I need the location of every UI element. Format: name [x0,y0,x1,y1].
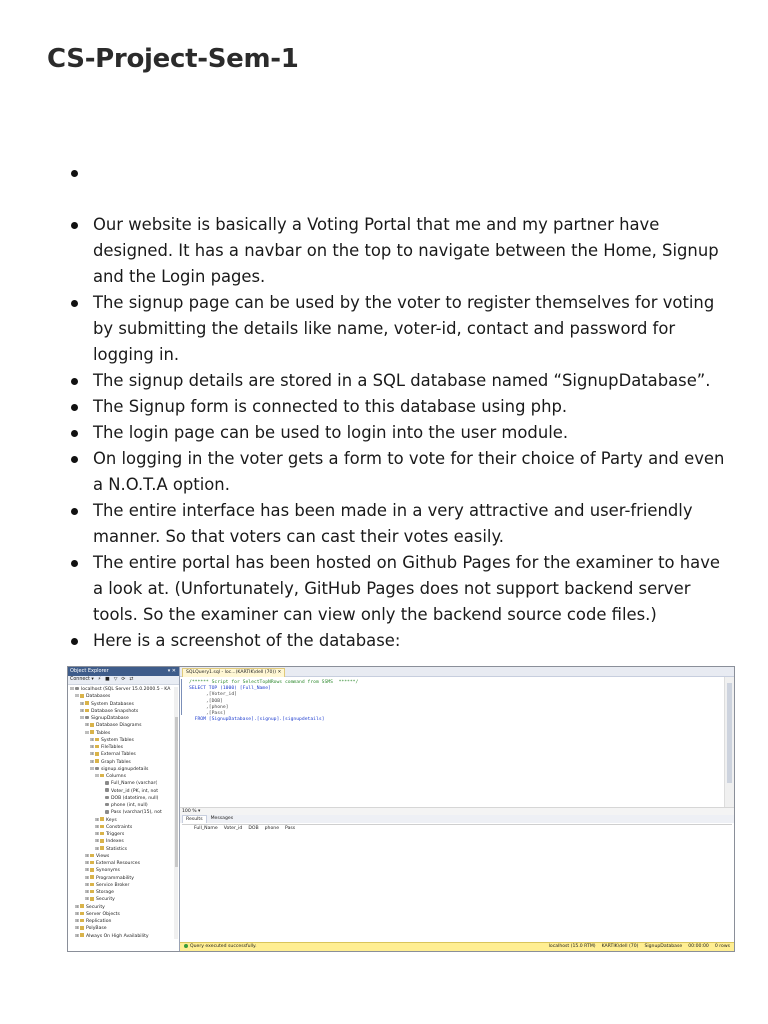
database-icon [105,810,109,814]
tree-node-label: Views [96,853,110,859]
tree-node-label: Triggers [106,832,125,837]
expand-toggle-icon[interactable]: ⊞ [80,708,84,714]
code-line: FROM [SignupDatabase].[signup].[signupdetails] [189,717,325,723]
tree-node-label: Database Snapshots [91,708,139,714]
page-title: CS-Project-Sem-1 [47,44,299,74]
tree-node-label: SignupDatabase [91,716,129,721]
database-icon [105,803,109,807]
tree-node-label: phone (int, null) [111,803,148,808]
tree-node-label: Storage [96,890,114,895]
tree-node[interactable] [68,759,179,766]
sql-editor[interactable] [180,677,725,807]
tree-node-label: signup.signupdetails [101,766,149,772]
expand-toggle-icon[interactable]: ⊞ [95,824,99,830]
expand-toggle-icon[interactable]: ⊟ [85,730,89,736]
tree-node[interactable] [68,737,179,744]
status-info-item: SignupDatabase [644,944,683,949]
folder-icon [100,774,104,778]
tree-node[interactable] [68,889,179,896]
tree-node[interactable] [68,875,179,882]
expand-toggle-icon[interactable]: ⊞ [85,890,89,895]
tree-node[interactable] [68,896,179,903]
expand-toggle-icon[interactable]: ⊟ [70,687,74,692]
object-explorer-scrollbar[interactable] [174,687,178,939]
expand-toggle-icon[interactable]: ⊞ [75,919,79,924]
tree-node-label: Statistics [106,846,127,852]
tree-node[interactable] [68,809,179,816]
folder-icon [100,825,104,829]
expand-toggle-icon[interactable]: ⊞ [85,853,89,859]
folder-icon [80,926,84,930]
folder-icon [95,752,99,756]
toolbar-button[interactable]: ⚡ [97,677,102,682]
folder-icon [80,904,84,908]
tree-node-label: PolyBase [86,926,107,932]
expand-toggle-icon[interactable]: ⊞ [95,846,99,852]
zoom-label: 100 % [182,809,197,814]
tree-node[interactable] [68,715,179,722]
tree-node[interactable] [68,831,179,838]
expand-toggle-icon[interactable]: ⊞ [85,875,89,881]
tree-node-label: Security [96,897,115,903]
tree-node-label: Databases [86,694,111,700]
database-icon [85,716,89,720]
results-tab-bar [180,815,734,823]
expand-toggle-icon[interactable]: ⊟ [95,774,99,779]
toolbar-button[interactable]: ⟳ [121,677,126,682]
folder-icon [90,868,94,872]
expand-toggle-icon[interactable]: ⊞ [95,839,99,845]
database-icon [105,796,109,800]
folder-icon [90,730,94,734]
tree-node[interactable] [68,918,179,925]
object-explorer-toolbar [68,676,179,685]
code-line: /****** Script for SelectTopNRows command from SSMS ******/ [189,680,359,685]
code-line: ,[DOB] [189,698,223,704]
object-explorer-title: Object Explorer [70,668,109,674]
toolbar-button[interactable]: ■ [105,677,110,682]
folder-icon [90,861,94,865]
tree-node-label: External Resources [96,861,140,866]
tree-node-label: Pass (varchar(15), not [111,810,162,816]
toolbar-button[interactable]: ▽ [113,677,118,682]
tree-node-label: Keys [106,817,117,823]
database-icon [105,781,109,785]
status-info-item: localhost (15.0 RTM) [548,944,596,949]
expand-toggle-icon[interactable]: ⊞ [75,933,79,939]
expand-toggle-icon[interactable]: ⊟ [75,694,79,700]
tree-node-label: Constraints [106,824,133,830]
tree-node-label: Graph Tables [101,759,131,765]
expand-toggle-icon[interactable]: ⊞ [85,868,89,874]
collapse-indicator [181,679,185,715]
folder-icon [85,701,89,705]
folder-icon [100,846,104,850]
tree-node-label: Replication [86,919,112,924]
editor-scrollbar[interactable] [724,677,734,807]
tree-node[interactable] [68,701,179,708]
column-header[interactable]: Voter_id [223,826,243,831]
tree-node[interactable] [68,722,179,729]
expand-toggle-icon[interactable]: ⊞ [85,882,89,888]
object-explorer-panel [68,667,180,951]
folder-icon [80,933,84,937]
tree-node-label: Server Objects [86,911,120,917]
column-header[interactable]: phone [264,826,280,831]
list-item: The entire portal has been hosted on Github Pages for the examiner to have a look at. (Unfortunately, GitHub Pages does not support backend server tools. So the examiner can view only the backend source code files.) [70,550,730,628]
tree-node[interactable] [68,686,179,693]
status-bar [180,942,734,951]
results-grid [182,824,732,935]
folder-icon [90,723,94,727]
tree-node-label: Tables [96,730,111,736]
status-info [549,943,730,951]
expand-toggle-icon[interactable]: ⊞ [95,832,99,837]
tree-node[interactable] [68,751,179,758]
results-grid-header [182,825,732,832]
expand-toggle-icon[interactable]: ⊞ [75,911,79,917]
tree-node[interactable] [68,730,179,737]
tree-node-label: Database Diagrams [96,723,142,729]
expand-toggle-icon[interactable]: ⊞ [90,752,94,758]
expand-toggle-icon[interactable]: ⊞ [85,861,89,866]
expand-toggle-icon[interactable]: ⊞ [75,926,79,932]
tree-node[interactable] [68,788,179,795]
tree-node[interactable] [68,802,179,809]
status-info-item: 0 rows [714,944,730,949]
list-item: The signup details are stored in a SQL database named “SignupDatabase”. [70,368,730,394]
folder-icon [90,883,94,887]
tree-node[interactable] [68,708,179,715]
list-item: The Signup form is connected to this database using php. [70,394,730,420]
tree-node-label: Voter_id (PK, int, not [111,788,158,794]
folder-icon [100,832,104,836]
folder-icon [95,738,99,742]
code-line: SELECT TOP (1000) [Full_Name] [189,686,271,692]
toolbar-button[interactable]: Connect ▾ [70,677,94,682]
list-item: The signup page can be used by the voter to register themselves for voting by submitting the details like name, voter-id, contact and password for logging in. [70,290,730,368]
tree-node[interactable] [68,773,179,780]
folder-icon [100,817,104,821]
tree-node-label: DOB (datetime, null) [111,795,159,801]
database-icon [75,687,79,691]
tree-node[interactable] [68,817,179,824]
tree-node[interactable] [68,846,179,853]
success-icon [184,944,188,948]
folder-icon [95,745,99,749]
folder-icon [80,919,84,923]
list-item: Here is a screenshot of the database: [70,628,730,654]
code-line: ,[phone] [189,704,229,710]
column-header[interactable]: Full_Name [194,826,218,831]
tree-node[interactable] [68,744,179,751]
query-tab[interactable]: SQLQuery1.sql - loc...(KARTIK\dell (70)) ✕ [182,668,285,677]
tree-node-label: FileTables [101,745,123,750]
zoom-level[interactable]: 100 % ▾ [180,807,734,816]
expand-toggle-icon[interactable]: ⊟ [80,716,84,721]
database-icon [105,788,109,792]
tree-node[interactable] [68,904,179,911]
expand-toggle-icon[interactable]: ⊞ [95,817,99,823]
folder-icon [80,912,84,916]
tree-node-label: Synonyms [96,868,120,874]
folder-icon [90,854,94,858]
tree-node-label: Always On High Availability [86,933,149,939]
tree-node-label: Full_Name (varchar( [111,781,158,787]
list-item [70,160,730,186]
folder-icon [90,890,94,894]
expand-toggle-icon[interactable]: ⊞ [75,904,79,910]
column-header[interactable]: Pass [285,826,296,831]
status-text: Query executed successfully. [190,944,257,949]
database-screenshot [67,666,735,952]
tree-node-label: localhost (SQL Server 15.0.2000.5 - KA [81,687,171,692]
list-item: The entire interface has been made in a very attractive and user-friendly manner. So that voters can cast their votes easily. [70,498,730,550]
code-line: ,[Pass] [189,711,226,716]
object-explorer-header [68,667,179,676]
folder-icon [80,694,84,698]
tree-node[interactable] [68,780,179,787]
tree-node-label: System Databases [91,701,134,707]
folder-icon [90,897,94,901]
query-editor-area [180,667,734,951]
folder-icon [90,875,94,879]
tree-node-label: Indexes [106,839,124,845]
database-icon [95,767,99,771]
status-info-item: KARTIK\dell (70) [601,944,639,949]
tree-node[interactable] [68,867,179,874]
expand-toggle-icon[interactable]: ⊞ [85,723,89,729]
code-line: ,[Voter_id] [189,692,237,698]
status-info-item: 00:00:00 [688,944,709,949]
toolbar-button[interactable]: ⇄ [129,677,134,682]
tree-node[interactable] [68,693,179,700]
expand-toggle-icon[interactable]: ⊞ [90,737,94,743]
tree-node[interactable] [68,860,179,867]
list-item: The login page can be used to login into the user module. [70,420,730,446]
folder-icon [100,839,104,843]
tree-node[interactable] [68,766,179,773]
tree-node[interactable] [68,882,179,889]
tab-results[interactable]: Results [182,815,207,823]
folder-icon [95,759,99,763]
object-explorer-tree [68,685,179,940]
tree-node[interactable] [68,795,179,802]
list-item: Our website is basically a Voting Portal that me and my partner have designed. It has a navbar on the top to navigate between the Home, Signup and the Login pages. [70,212,730,290]
document-tab-bar [180,667,734,677]
tree-node[interactable] [68,853,179,860]
expand-toggle-icon[interactable]: ⊞ [85,897,89,903]
tree-node-label: Columns [106,774,126,779]
tree-node-label: External Tables [101,752,136,758]
tree-node[interactable] [68,838,179,845]
expand-toggle-icon[interactable]: ⊞ [80,701,84,707]
tree-node[interactable] [68,824,179,831]
column-header[interactable]: DOB [248,826,259,831]
status-message [184,943,257,951]
tree-node[interactable] [68,911,179,918]
expand-toggle-icon[interactable]: ⊞ [90,759,94,765]
tree-node-label: Service Broker [96,882,130,888]
expand-toggle-icon[interactable]: ⊞ [90,745,94,750]
tree-node[interactable] [68,933,179,940]
tree-node-label: Security [86,904,105,910]
tree-node-label: System Tables [101,737,134,743]
expand-toggle-icon[interactable]: ⊟ [90,766,94,772]
folder-icon [85,709,89,713]
tree-node-label: Programmability [96,875,134,881]
list-item: On logging in the voter gets a form to vote for their choice of Party and even a N.O.T.A option. [70,446,730,498]
tab-messages[interactable]: Messages [210,816,234,821]
tree-node[interactable] [68,925,179,932]
bullet-list [70,160,730,654]
close-icon[interactable]: ▾ ✕ [167,668,176,674]
